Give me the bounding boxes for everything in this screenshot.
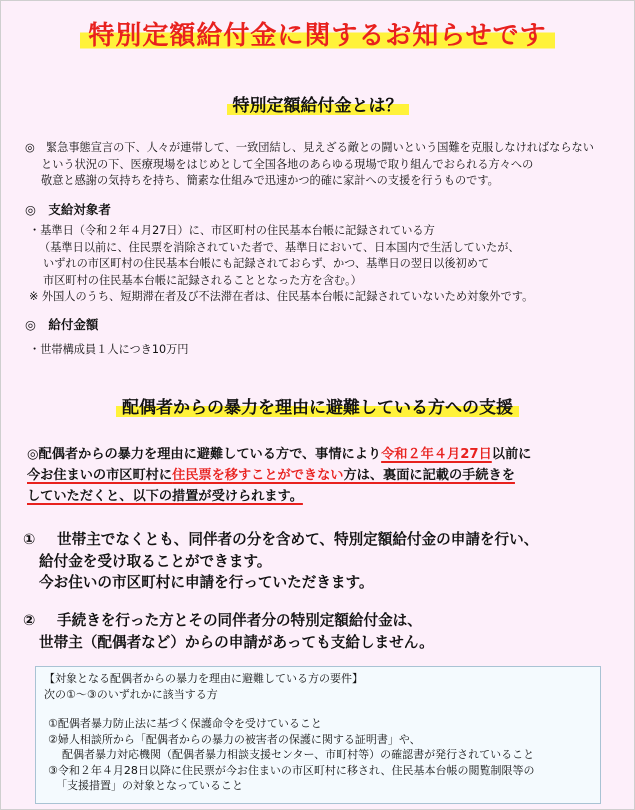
requirements-box xyxy=(35,666,601,804)
measure-item-2 xyxy=(23,610,623,653)
dv-notice-text: 方は、裏面に記載の手続きを xyxy=(343,468,515,483)
measure-number: ① xyxy=(23,531,36,548)
dv-notice-text: していただくと、以下の措置が受けられます。 xyxy=(27,489,303,504)
eligibility-line: 市区町村の住民基本台帳に記録されることとなった方を含む。） xyxy=(43,273,362,287)
intro-line: という状況の下、医療現場をはじめとして全国各地のあらゆる現場で取り組んでおられる方々への xyxy=(41,157,534,171)
requirement-item: ①配偶者暴力防止法に基づく保護命令を受けていること xyxy=(48,717,322,730)
dv-notice-line-1 xyxy=(27,444,617,465)
requirement-item: ③令和２年４月28日以降に住民票が今お住まいの市区町村に移され、住民基本台帳の閲覧制限等の xyxy=(48,763,535,777)
intro-line: 敬意と感謝の気持ちを持ち、簡素な仕組みで迅速かつ的確に家計への支援を行うものです。 xyxy=(41,174,499,187)
eligibility-line: いずれの市区町村の住民基本台帳にも記録されておらず、かつ、基準日の翌日以後初めて xyxy=(43,257,490,270)
dv-notice xyxy=(27,444,617,507)
dv-notice-text: ◎配偶者からの暴力を理由に避難している方で、事情により xyxy=(27,447,382,462)
measure-item-1 xyxy=(23,529,623,594)
requirement-item: 配偶者暴力対応機関（配偶者暴力相談支援センター、市町村等）の確認書が発行されていること xyxy=(62,748,535,761)
requirements-title: 【対象となる配偶者からの暴力を理由に避難している方の要件】 xyxy=(44,672,363,685)
requirement-item: 「支援措置」の対象となっていること xyxy=(56,779,243,792)
dv-notice-line-3 xyxy=(27,486,617,507)
section-heading-dv-support-text: 配偶者からの暴力を理由に避難している方への支援 xyxy=(116,398,519,418)
measure-line: 手続きを行った方とその同伴者分の特別定額給付金は、 xyxy=(57,612,422,629)
dv-notice-text: 今お住まいの市区町村に xyxy=(27,468,173,483)
measure-line: 今お住いの市区町村に申請を行っていただきます。 xyxy=(39,574,374,591)
section-heading-dv-support xyxy=(1,393,634,418)
section-heading-about-text: 特別定額給付金とは？ xyxy=(227,96,409,116)
eligibility-body xyxy=(29,223,629,306)
eligibility-line: ・基準日（令和２年４月27日）に、市区町村の住民基本台帳に記録されている方 xyxy=(29,224,435,237)
section-heading-about xyxy=(1,91,634,116)
page-title xyxy=(1,15,634,52)
amount-heading: ◎ 給付金額 xyxy=(25,317,99,332)
dv-notice-line-2 xyxy=(27,465,617,486)
eligibility-heading: ◎ 支給対象者 xyxy=(25,202,111,217)
eligibility-note: ※ 外国人のうち、短期滞在者及び不法滞在者は、住民基本台帳に記録されていないため対象外です。 xyxy=(29,290,534,303)
measure-number: ② xyxy=(23,612,36,629)
dv-residence-warning: 住民票を移すことができない xyxy=(172,468,344,483)
measure-line: 世帯主でなくとも、同伴者の分を含めて、特別定額給付金の申請を行い、 xyxy=(57,531,539,548)
intro-line: ◎ 緊急事態宣言の下、人々が連帯して、一致団結し、見えざる敵との闘いという国難を克服しなければならない xyxy=(25,141,594,154)
dv-notice-text: 以前に xyxy=(491,447,532,462)
requirement-item: ②婦人相談所から「配偶者からの暴力の被害者の保護に関する証明書」や、 xyxy=(48,732,421,746)
amount-line: ・世帯構成員１人につき10万円 xyxy=(29,343,189,356)
eligibility-line: （基準日以前に、住民票を消除されていた者で、基準日において、日本国内で生活していたが、 xyxy=(39,240,520,254)
measure-line: 世帯主（配偶者など）からの申請があっても支給しません。 xyxy=(39,633,434,651)
dv-deadline-date: 令和２年４月27日 xyxy=(381,447,492,462)
measure-line: 給付金を受け取ることができます。 xyxy=(39,552,272,570)
requirements-subtitle: 次の①～③のいずれかに該当する方 xyxy=(44,687,218,701)
intro-paragraph xyxy=(25,140,621,190)
page-title-text: 特別定額給付金に関するお知らせです xyxy=(80,21,554,51)
